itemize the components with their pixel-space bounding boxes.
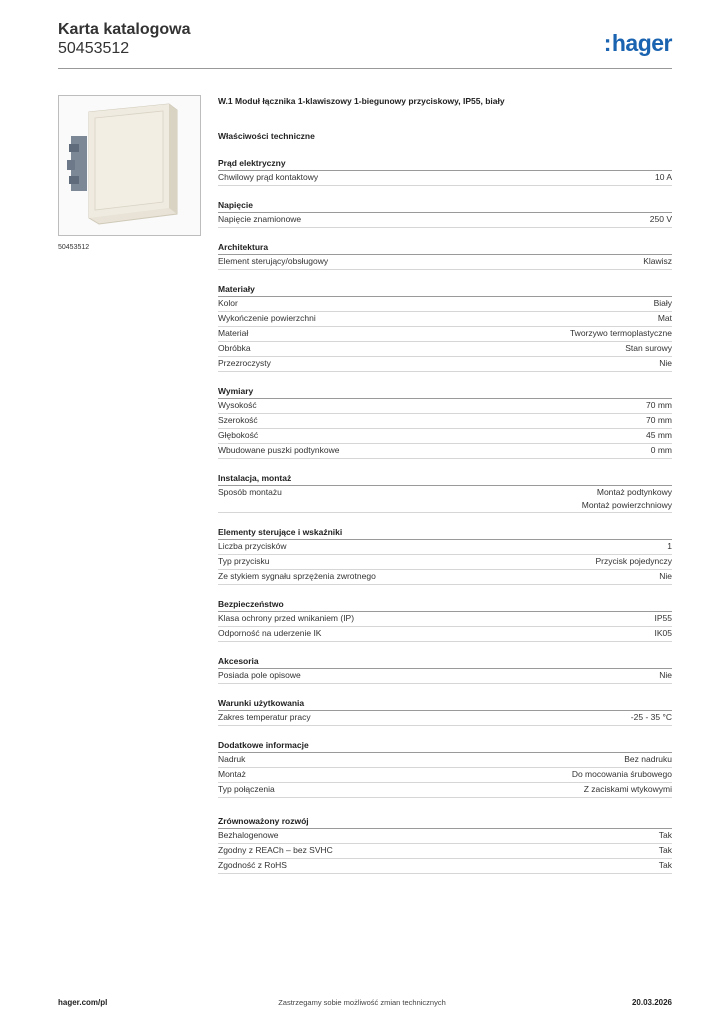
spec-row: [218, 570, 672, 585]
spec-value: Stan surowy: [625, 343, 672, 353]
spec-row: [218, 783, 672, 798]
section-title: Napięcie: [218, 200, 672, 213]
section-title: Architektura: [218, 242, 672, 255]
spec-section: [218, 158, 672, 186]
spec-label: Głębokość: [218, 430, 259, 440]
section-title: Materiały: [218, 284, 672, 297]
spec-label: Zgodność z RoHS: [218, 860, 287, 870]
spec-section: [218, 284, 672, 372]
header-divider: [58, 68, 672, 69]
spec-value: Mat: [657, 313, 672, 323]
spec-row: [218, 486, 672, 513]
spec-label: Odporność na uderzenie IK: [218, 628, 322, 638]
spec-value: Klawisz: [643, 256, 672, 266]
spec-section: [218, 740, 672, 798]
footer-date: 20.03.2026: [631, 998, 672, 1007]
spec-label: Sposób montażu: [218, 487, 282, 497]
spec-row: [218, 669, 672, 684]
section-title: Wymiary: [218, 386, 672, 399]
spec-value: IK05: [654, 628, 672, 638]
image-caption: 50453512: [58, 244, 90, 251]
spec-label: Napięcie znamionowe: [218, 214, 302, 224]
spec-label: Posiada pole opisowe: [218, 670, 301, 680]
spec-row: [218, 429, 672, 444]
section-title: Prąd elektryczny: [218, 158, 672, 171]
spec-row: [218, 444, 672, 459]
spec-row: [218, 844, 672, 859]
section-title: Zrównoważony rozwój: [218, 816, 672, 829]
section-title: Instalacja, montaż: [218, 473, 672, 486]
spec-value: Biały: [653, 298, 672, 308]
spec-label: Materiał: [218, 328, 249, 338]
section-title: Dodatkowe informacje: [218, 740, 672, 753]
spec-label: Typ przycisku: [218, 556, 270, 566]
spec-row: [218, 753, 672, 768]
spec-row: [218, 399, 672, 414]
footer-website: hager.com/pl: [58, 998, 108, 1007]
spec-section: [218, 599, 672, 642]
document-title: Karta katalogowa: [58, 21, 191, 38]
section-title: Elementy sterujące i wskaźniki: [218, 527, 672, 540]
spec-label: Klasa ochrony przed wnikaniem (IP): [218, 613, 355, 623]
spec-value: 1: [667, 541, 672, 551]
spec-section: [218, 816, 672, 874]
product-name: W.1 Moduł łącznika 1-klawiszowy 1-biegunowy przyciskowy, IP55, biały: [218, 96, 505, 106]
spec-label: Montaż: [218, 769, 246, 779]
spec-value: Tak: [658, 860, 672, 870]
spec-value: Do mocowania śrubowego: [571, 769, 672, 779]
page-header: [58, 20, 672, 70]
spec-section: [218, 698, 672, 726]
spec-label: Kolor: [218, 298, 238, 308]
spec-label: Nadruk: [218, 754, 246, 764]
spec-row: [218, 255, 672, 270]
spec-label: Wykończenie powierzchni: [218, 313, 316, 323]
spec-label: Wbudowane puszki podtynkowe: [218, 445, 340, 455]
spec-label: Szerokość: [218, 415, 258, 425]
spec-value: -25 - 35 °C: [630, 712, 672, 722]
spec-value: 10 A: [654, 172, 672, 182]
spec-section: [218, 656, 672, 684]
spec-row: [218, 829, 672, 844]
spec-row: [218, 414, 672, 429]
spec-content: [218, 95, 672, 874]
spec-row: [218, 327, 672, 342]
spec-row: [218, 342, 672, 357]
spec-label: Liczba przycisków: [218, 541, 287, 551]
spec-label: Ze stykiem sygnału sprzężenia zwrotnego: [218, 571, 376, 581]
spec-row: [218, 555, 672, 570]
spec-row: [218, 171, 672, 186]
spec-label: Chwilowy prąd kontaktowy: [218, 172, 319, 182]
spec-label: Typ połączenia: [218, 784, 275, 794]
spec-row: [218, 627, 672, 642]
spec-row: [218, 312, 672, 327]
spec-section: [218, 386, 672, 459]
spec-row: [218, 859, 672, 874]
spec-value: 250 V: [649, 214, 672, 224]
spec-value: IP55: [654, 613, 672, 623]
spec-label: Zakres temperatur pracy: [218, 712, 311, 722]
spec-value: Montaż podtynkowy Montaż powierzchniowy: [581, 487, 672, 510]
spec-value: Z zaciskami wtykowymi: [583, 784, 672, 794]
spec-value: 70 mm: [646, 415, 672, 425]
spec-section: [218, 527, 672, 585]
spec-label: Obróbka: [218, 343, 251, 353]
spec-value: 45 mm: [646, 430, 672, 440]
product-image: [58, 95, 201, 236]
spec-value: 0 mm: [650, 445, 672, 455]
spec-label: Bezhalogenowe: [218, 830, 279, 840]
section-title: Bezpieczeństwo: [218, 599, 672, 612]
spec-value: Bez nadruku: [624, 754, 672, 764]
switch-module-illustration: [59, 96, 200, 235]
spec-row: [218, 768, 672, 783]
spec-label: Przezroczysty: [218, 358, 271, 368]
spec-row: [218, 612, 672, 627]
section-title: Warunki użytkowania: [218, 698, 672, 711]
document-code: 50453512: [58, 40, 130, 57]
spec-section: [218, 242, 672, 270]
technical-properties-title: Właściwości techniczne: [218, 131, 315, 141]
spec-row: [218, 357, 672, 372]
spec-value: Nie: [659, 571, 672, 581]
spec-row: [218, 297, 672, 312]
spec-row: [218, 213, 672, 228]
spec-label: Element sterujący/obsługowy: [218, 256, 329, 266]
spec-value: Tworzywo termoplastyczne: [569, 328, 672, 338]
footer-disclaimer: Zastrzegamy sobie możliwość zmian technicznych: [278, 998, 446, 1007]
spec-row: [218, 711, 672, 726]
spec-section: [218, 200, 672, 228]
spec-row: [218, 540, 672, 555]
spec-value: Nie: [659, 670, 672, 680]
spec-value: Przycisk pojedynczy: [595, 556, 672, 566]
section-title: Akcesoria: [218, 656, 672, 669]
spec-value: Tak: [658, 845, 672, 855]
spec-sections: [218, 158, 672, 874]
spec-value: Nie: [659, 358, 672, 368]
hager-logo: :hager: [603, 30, 672, 56]
spec-section: [218, 473, 672, 513]
spec-value: Tak: [658, 830, 672, 840]
spec-label: Zgodny z REACh – bez SVHC: [218, 845, 333, 855]
spec-value: 70 mm: [646, 400, 672, 410]
spec-label: Wysokość: [218, 400, 257, 410]
